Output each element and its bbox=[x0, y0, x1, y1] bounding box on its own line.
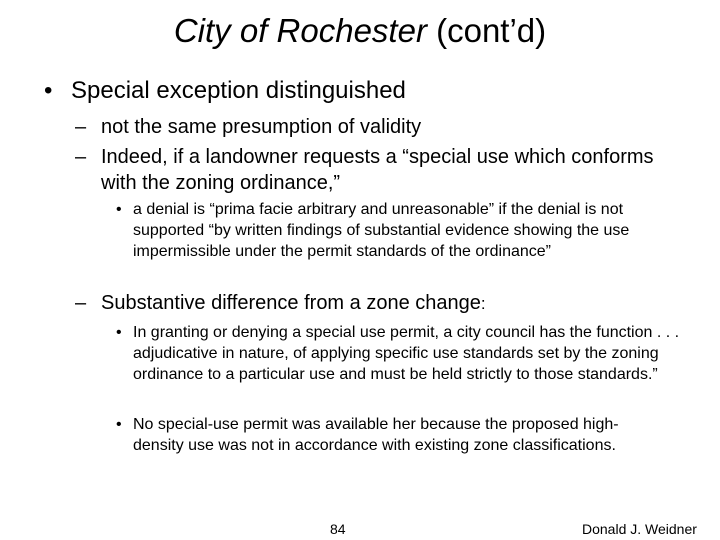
title-rest: (cont’d) bbox=[426, 12, 547, 49]
point-text: In granting or denying a special use permit, a city council has the function . . . adjudicative in nature, of applying specific use standards set by the zoning ordinance to a particular use and must be held strictly to those standards.” bbox=[133, 324, 680, 383]
dash-mark: – bbox=[75, 116, 87, 138]
sub-bullet-text bbox=[101, 290, 681, 317]
sub-bullet-text: Indeed, if a landowner requests a “special use which conforms with the zoning ordinance,” bbox=[101, 146, 654, 194]
author-name: Donald J. Weidner bbox=[582, 521, 697, 537]
title-italic: City of Rochester bbox=[173, 12, 427, 49]
slide-title bbox=[0, 10, 720, 52]
bullet-text: Special exception distinguished bbox=[71, 77, 406, 104]
zone-change-text: Substantive difference from a zone change bbox=[101, 292, 481, 314]
point-text: a denial is “prima facie arbitrary and unreasonable” if the denial is not supported “by written findings of substantial evidence showing the use impermissible under the permit standards of the ordinance” bbox=[133, 201, 630, 260]
dash-mark: – bbox=[75, 292, 87, 314]
bullet-mark: • bbox=[116, 416, 122, 433]
bullet-mark: • bbox=[116, 201, 122, 218]
sub-bullet-text: not the same presumption of validity bbox=[101, 116, 422, 138]
page-number: 84 bbox=[330, 521, 346, 537]
bullet-mark: • bbox=[44, 77, 53, 104]
dash-mark: – bbox=[75, 146, 87, 168]
point-text: No special-use permit was available her because the proposed high-density use was not in accordance with existing zone classifications. bbox=[133, 416, 619, 454]
bullet-mark: • bbox=[116, 324, 122, 341]
zone-change-colon: : bbox=[480, 294, 486, 313]
